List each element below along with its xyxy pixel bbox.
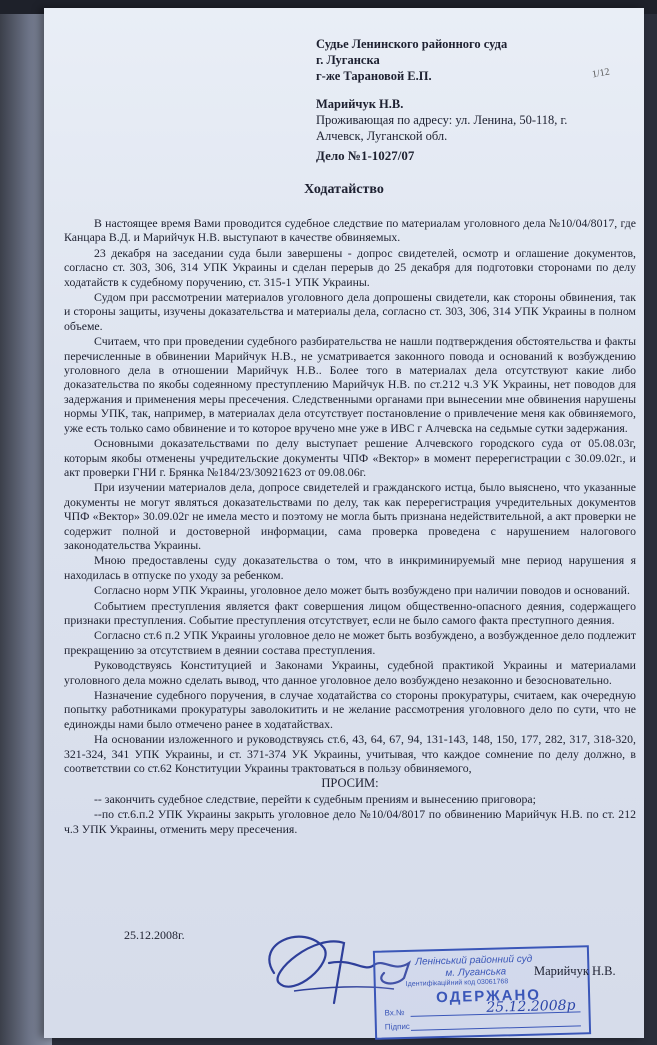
paragraph: Основными доказательствами по делу выступает решение Алчевского городского суда от 05.08.03г, которым якобы отменены учредительские документы ЧПФ «Вектор» в момент перерегистрации с 30.09.02г., и акт проверки ГНИ г. Брянка №184/23/30921623 от 09.08.06г. [64,436,636,479]
paragraph: Мною предоставлены суду доказательства о том, что в инкриминируемый мне период нарушения я находилась в отпуске по уходу за ребенком. [64,553,636,582]
sender-address-1: Проживающая по адресу: ул. Ленина, 50-118, г. [316,113,568,127]
sender-name: Марийчук Н.В. [316,97,404,111]
addressee-line-3: г-же Тарановой Е.П. [316,69,432,83]
prosim-heading: ПРОСИМ: [321,776,379,791]
paragraph: 23 декабря на заседании суда были завершены - допрос свидетелей, осмотр и оглашение документов, согласно ст. 303, 306, 314 УПК Украины и сделан перерыв до 25 декабря для подготовки сторонами по делу ходатайств к судебному поручению, ст. 315-1 УПК Украины. [64,245,636,289]
case-number: Дело №1-1027/07 [316,148,415,163]
sender-address-2: Алчевск, Луганской обл. [316,129,448,143]
received-stamp [373,945,591,1040]
document-page [44,8,644,1038]
stamp-incoming-label: Вх.№ [384,1008,405,1018]
paragraph: При изучении материалов дела, допросе свидетелей и гражданского истца, было выяснено, что указанные документы не могут являться доказательствами по делу, так как перерегистрация учредительных документов ЧПФ «Вектор» 30.09.02г не имела место и поэтому не могла быть признана недействительной, а акт проверки не содержит полной и достоверной информации, сама проверка проведена с нарушением налогового законодательства Украины. [64,480,636,552]
paragraph: Считаем, что при проведении судебного разбирательства не нашли подтверждения обстоятельства и факты перечисленные в обвинении Марийчук Н.В., не усматривается законного повода и оснований к возбуждению уголовного дела в отношении Марийчук Н.В.. Более того в материалах дела отсутствуют какие либо доказательства по якобы содеянному преступлению Марийчук Н.В. по ст.212 ч.3 УК Украины, нет поводов для задержания и применения меры пресечения. Следственными органами при вынесении мне обвинения нарушены нормы УПК, так, например, в материалах дела отсутствует постановление о привлечение меня как обвиняемого, уже есть только само обвинение и то которое вручено мне уже в ИВС г Алчевска на седьмые сутки задержания. [64,334,636,435]
stamp-id-code: Ідентифікаційний код 03061768 [405,978,509,988]
stamp-court-name: Ленінський районний суд [415,953,533,968]
request-item: --по ст.6.п.2 УПК Украины закрыть уголовное дело №10/04/8017 по обвинению Марийчук Н.В. по ст. 212 ч.3 УПК Украины, отменить меру пресечения. [64,807,636,836]
request-item: -- закончить судебное следствие, перейти к судебным прениям и вынесению приговора; [94,791,536,806]
paragraph: Назначение судебного поручения, в случае ходатайства со стороны прокуратуры, считаем, как очередную попытку работниками прокуратуры заволокитить и не желание рассмотрения уголовного дело по сути, что не единожды нами было отмечено ранее в ходатайствах. [64,688,636,731]
document-title: Ходатайство [304,182,384,197]
document-date: 25.12.2008г. [124,928,185,942]
stamp-handwritten-date: 25.12.2008р [486,997,576,1016]
paragraph: Согласно ст.6 п.2 УПК Украины уголовное дело не может быть возбуждено, а возбужденное дело подлежит прекращению за отсутствием в деянии состава преступления. [64,628,636,657]
signer-name: Марийчук Н.В. [534,964,616,978]
paragraph: Судом при рассмотрении материалов уголовного дела допрошены свидетели, как стороны обвинения, так и стороны защиты, изучены доказательства и материалы дела, согласно ст. 303, 306, 314 УПК Украины в полном объеме. [64,290,636,333]
paragraph: Согласно норм УПК Украины, уголовное дело может быть возбуждено при наличии поводов и оснований. [94,583,630,598]
paragraph: В настоящее время Вами проводится судебное следствие по материалам уголовного дела №10/04/8017, где Канцара В.Д. и Марийчук Н.В. выступают в качестве обвиняемых. [64,216,636,245]
paragraph: Событием преступления является факт совершения лицом общественно-опасного деяния, содержащего признаки преступления. Событие преступления отсутствует, если не было самого факта преступного деяния. [64,598,636,627]
stamp-received: ОДЕРЖАНО [435,986,542,1007]
addressee-line-2: г. Луганска [316,53,380,67]
stamp-city: м. Луганська [445,966,507,979]
addressee-line-1: Судье Ленинского районного суда [316,37,508,51]
paragraph: Руководствуясь Конституцией и Законами Украины, судебной практикой Украины и материалами уголовного дела можно сделать вывод, что данное уголовное дело возбуждено незаконно и безосновательно. [64,658,636,687]
stamp-signature-label: Підпис [384,1021,410,1032]
document-body [64,216,636,837]
stamp-line [411,1025,581,1030]
paragraph: На основании изложенного и руководствуясь ст.6, 43, 64, 67, 94, 131-143, 148, 150, 177, 282, 317, 318-320, 321-324, 341 УПК Украины, и ст. 371-374 УК Украины, учитывая, что каждое сомнение по делу должно, в соответствии со ст.62 Конституции Украины трактоваться в пользу обвиняемого, [64,732,636,776]
corner-mark: 1/12 [591,66,611,81]
